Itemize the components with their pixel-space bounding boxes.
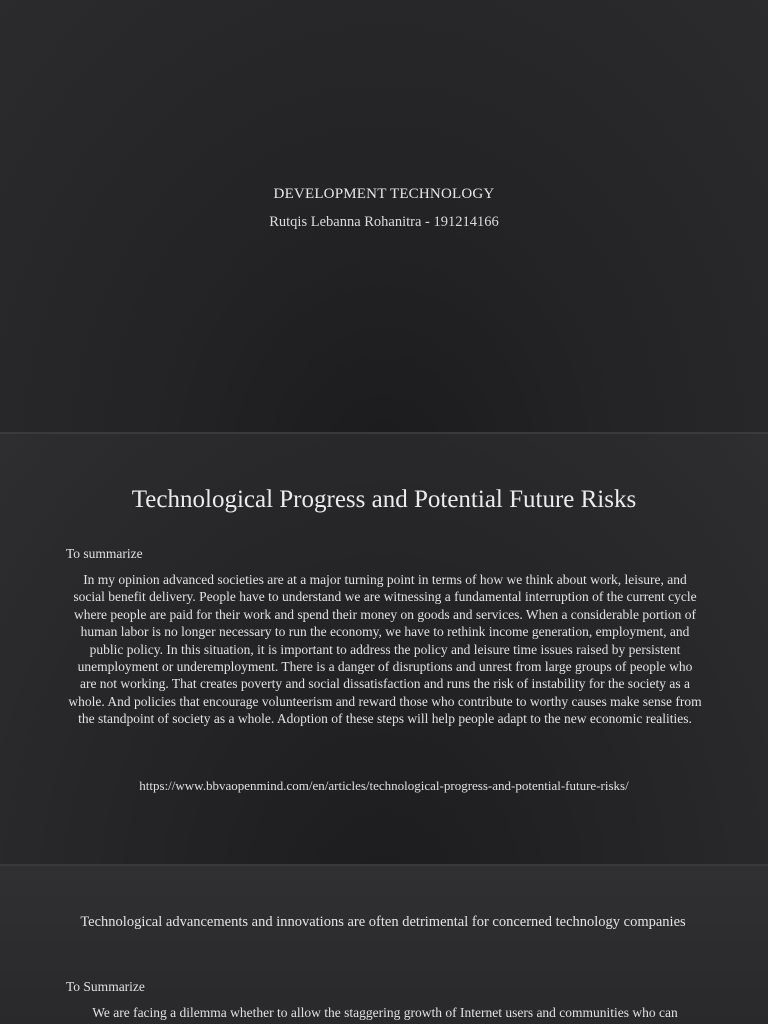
summary-label: To summarize <box>66 546 143 561</box>
slide-technological-advancements <box>0 866 768 1024</box>
slide-title <box>0 0 768 432</box>
slide-heading: Technological advancements and innovations are often detrimental for concerned technology companies <box>80 914 686 930</box>
slide-heading: Technological Progress and Potential Future Risks <box>131 486 637 513</box>
summary-paragraph: In my opinion advanced societies are at a major turning point in terms of how we think about work, leisure, and social benefit delivery. People have to understand we are witnessing a fundamental interruption of the current cycle where people are paid for their work and spend their money on goods and services. When a considerable portion of human labor is no longer necessary to run the economy, we have to rethink income generation, employment, and public policy. In this situation, it is important to address the policy and leisure time issues raised by persistent unemployment or underemployment. There is a danger of disruptions and unrest from large groups of people who are not working. That creates poverty and social dissatisfaction and runs the risk of instability for the society as a whole. And policies that encourage volunteerism and reward those who contribute to worthy causes make sense from the standpoint of society as a whole. Adoption of these steps will help people adapt to the new economic realities. <box>68 572 702 727</box>
summary-paragraph: We are facing a dilemma whether to allow the staggering growth of Internet users and communities who can <box>92 1005 678 1020</box>
slide-author-line: Rutqis Lebanna Rohanitra - 191214166 <box>269 214 499 230</box>
source-link[interactable]: https://www.bbvaopenmind.com/en/articles/technological-progress-and-potential-future-risks/ <box>139 778 629 793</box>
slide-technological-progress <box>0 434 768 864</box>
summary-label: To Summarize <box>66 979 145 994</box>
slide-title-heading: DEVELOPMENT TECHNOLOGY <box>273 186 495 202</box>
